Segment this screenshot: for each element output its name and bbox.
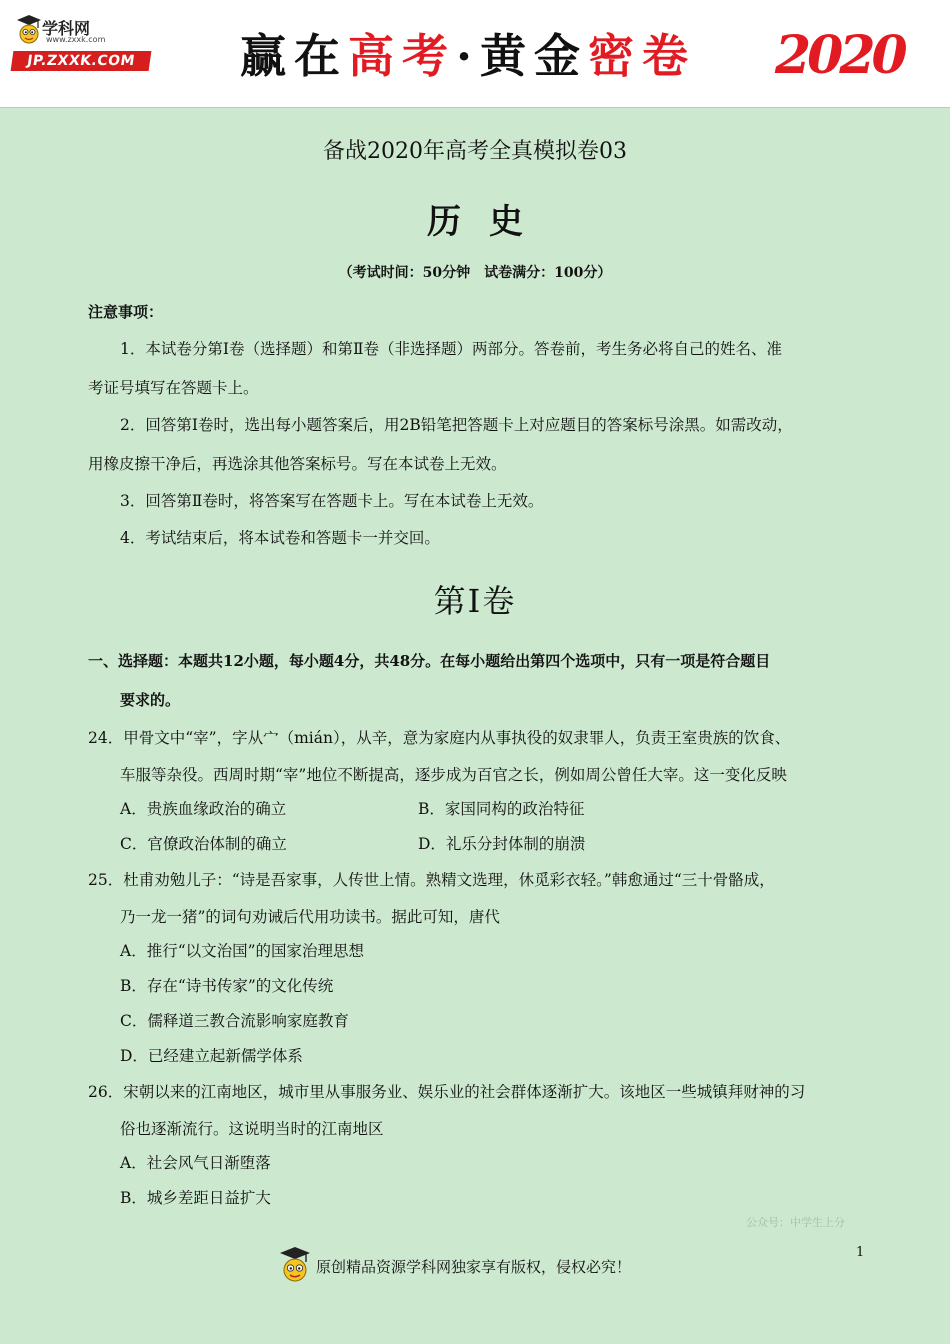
section-instruction-line-2: 要求的。 — [120, 691, 181, 709]
notice-line-1: 1．本试卷分第Ⅰ卷（选择题）和第Ⅱ卷（非选择题）两部分。答卷前，考生务必将自己的姓名、准 — [120, 340, 783, 358]
subject-heading: 历史 — [427, 202, 551, 242]
slogan-part-2: 高考 — [348, 29, 456, 83]
zxxk-logo[interactable] — [12, 14, 152, 74]
slogan-part-3: · — [456, 29, 481, 83]
mascot-icon — [278, 1246, 312, 1284]
question-25-option-b: B．存在“诗书传家”的文化传统 — [120, 977, 334, 995]
slogan-part-1: 赢在 — [240, 29, 348, 83]
slogan-part-4: 黄金 — [480, 29, 589, 83]
page-header — [0, 0, 950, 108]
question-24-stem-2: 车服等杂役。西周时期“宰”地位不断提高，逐步成为百官之长，例如周公曾任大宰。这一变化反映 — [120, 766, 787, 784]
notice-line-5: 3．回答第Ⅱ卷时，将答案写在答题卡上。写在本试卷上无效。 — [120, 492, 544, 510]
notice-line-4: 用橡皮擦干净后，再选涂其他答案标号。写在本试卷上无效。 — [88, 455, 507, 473]
copyright-notice: 原创精品资源学科网独家享有版权，侵权必究！ — [316, 1258, 632, 1276]
notice-line-6: 4．考试结束后，将本试卷和答题卡一并交回。 — [120, 529, 440, 547]
logo-banner: JP.ZXXK.COM — [11, 51, 152, 71]
question-24-option-d: D．礼乐分封体制的崩溃 — [418, 835, 586, 853]
question-24-option-b: B．家国同构的政治特征 — [418, 800, 585, 818]
question-26-stem-1: 26．宋朝以来的江南地区，城市里从事服务业、娱乐业的社会群体逐渐扩大。该地区一些城镇拜财神的习 — [88, 1083, 806, 1101]
mascot-icon — [16, 14, 42, 48]
header-slogan — [240, 24, 696, 88]
notice-heading: 注意事项： — [88, 303, 164, 321]
logo-brand-text: 学科网 — [42, 19, 91, 38]
question-25-option-d: D．已经建立起新儒学体系 — [120, 1047, 303, 1065]
watermark-text: 公众号：中学生上分 — [746, 1216, 845, 1229]
exam-info: （考试时间：50分钟 试卷满分：100分） — [338, 265, 612, 281]
question-25-option-c: C．儒释道三教合流影响家庭教育 — [120, 1012, 349, 1030]
question-24-option-a: A．贵族血缘政治的确立 — [120, 800, 287, 818]
notice-line-2: 考证号填写在答题卡上。 — [88, 379, 259, 397]
question-26-stem-2: 俗也逐渐流行。这说明当时的江南地区 — [120, 1120, 384, 1138]
question-25-stem-2: 乃一龙一猪”的词句劝诫后代用功读书。据此可知，唐代 — [120, 908, 500, 926]
question-25-stem-1: 25．杜甫劝勉儿子：“诗是吾家事，人传世上情。熟精文选理，休觅彩衣轻。”韩愈通过“三十骨骼成， — [88, 871, 775, 889]
year-logo: 2020 — [775, 25, 904, 86]
slogan-part-5: 密卷 — [588, 29, 697, 83]
notice-line-3: 2．回答第Ⅰ卷时，选出每小题答案后，用2B铅笔把答题卡上对应题目的答案标号涂黑。如需改动， — [120, 416, 793, 434]
page-number: 1 — [856, 1245, 865, 1260]
question-26-option-a: A．社会风气日渐堕落 — [120, 1154, 271, 1172]
section-instruction-line-1: 一、选择题：本题共12小题，每小题4分，共48分。在每小题给出第四个选项中，只有一项是符合题目 — [88, 652, 771, 670]
section-title: 第Ⅰ卷 — [433, 582, 517, 620]
question-24-option-c: C．官僚政治体制的确立 — [120, 835, 287, 853]
logo-url-small: www.zxxk.com — [46, 35, 106, 44]
question-25-option-a: A．推行“以文治国”的国家治理思想 — [120, 942, 365, 960]
question-24-stem-1: 24．甲骨文中“宰”，字从宀（mián），从辛，意为家庭内从事执役的奴隶罪人，负责王室贵族的饮食、 — [88, 729, 791, 747]
page-title: 备战2020年高考全真模拟卷03 — [323, 139, 627, 164]
question-26-option-b: B．城乡差距日益扩大 — [120, 1189, 271, 1207]
